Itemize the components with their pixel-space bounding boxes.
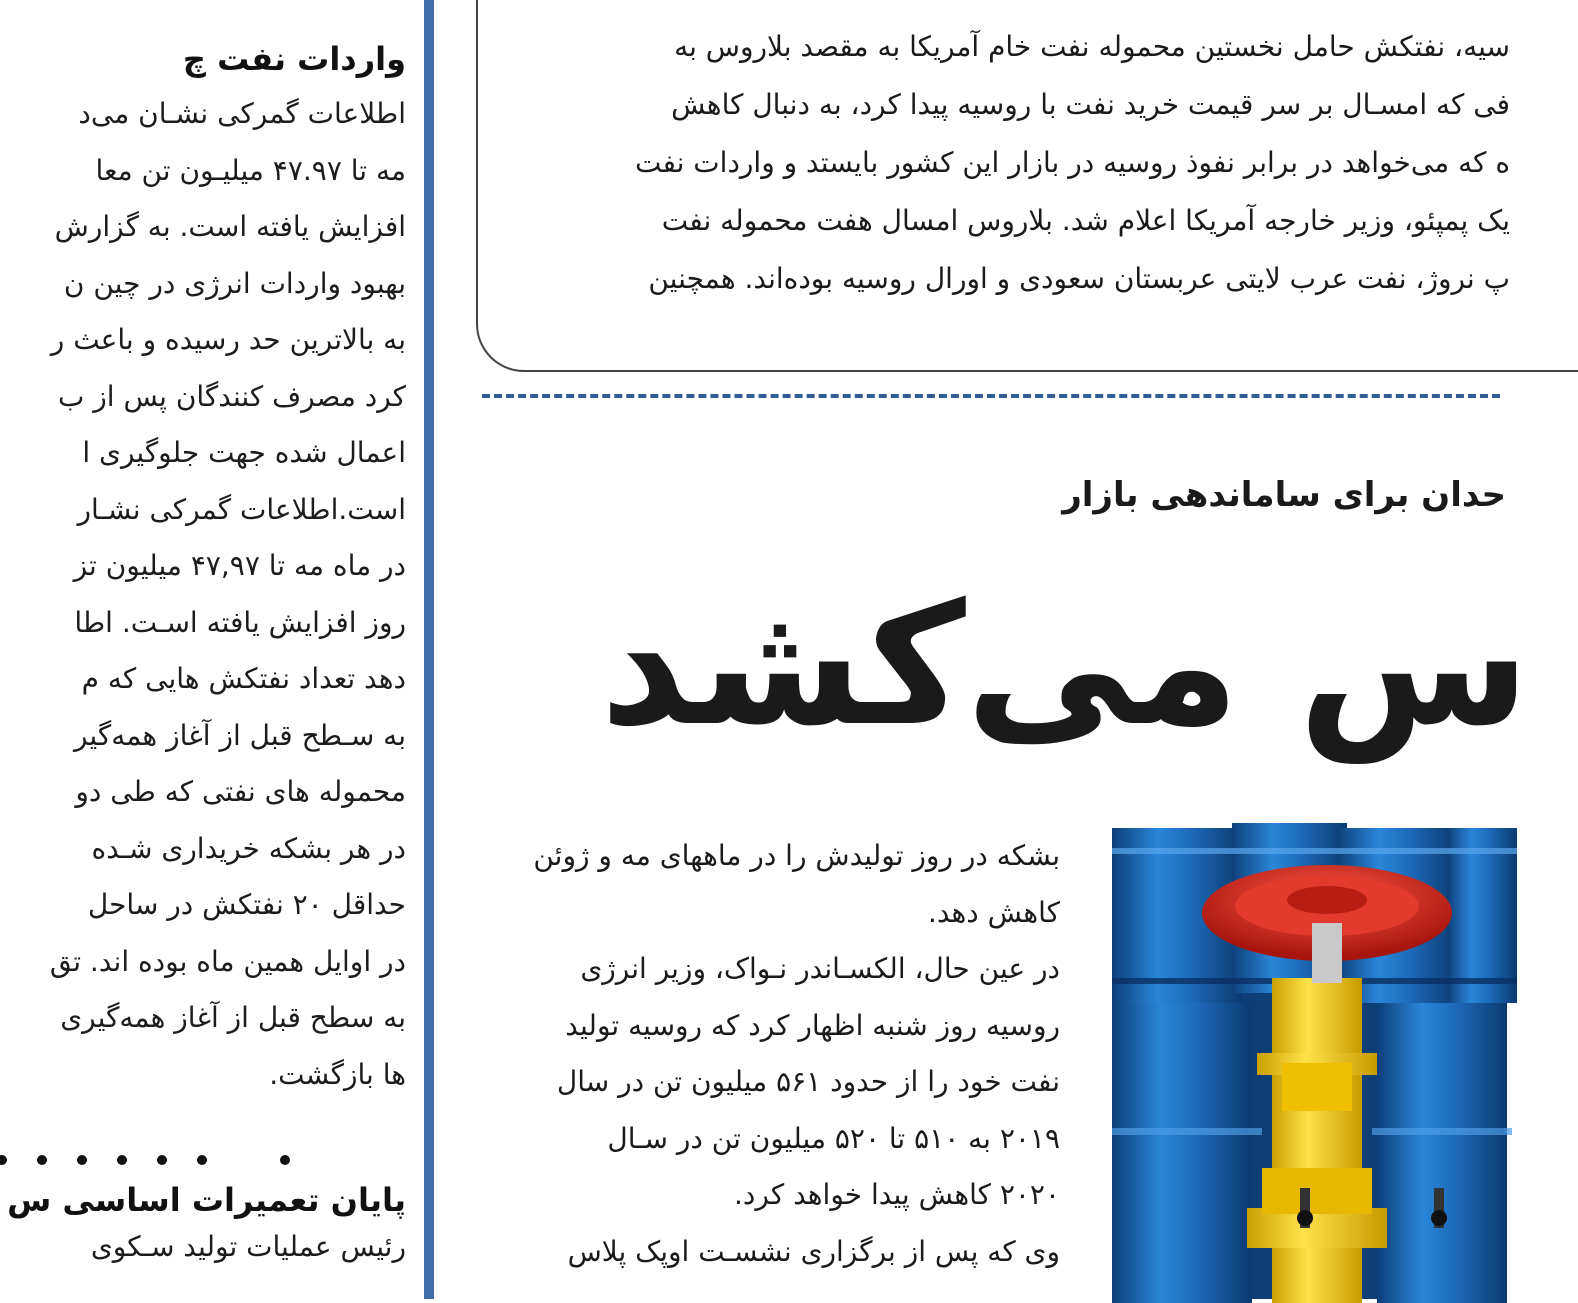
text-line: در اوایل همین ماه بوده اند. تق [49, 944, 406, 978]
text-line: روز افزایش یافته اسـت. اطا [74, 605, 406, 639]
dotted-separator [0, 1150, 300, 1170]
top-text-box [500, 0, 1510, 320]
article-line: نفت خود را از حدود ۵۶۱ میلیون تن در سال [556, 1065, 1060, 1098]
article-line: وی که پس از برگزاری نشسـت اوپک پلاس [567, 1234, 1060, 1268]
article-line: در عین حال، الکسـاندر نـواک، وزیر انرژی [580, 952, 1060, 985]
text-line: سیه، نفتکش حامل نخستین محموله نفت خام آمریکا به مقصد بلاروس به [674, 30, 1510, 63]
left-news-heading: واردات نفت چ [182, 40, 406, 78]
article-body-column [486, 828, 1060, 1299]
article-kicker-area [1060, 475, 1506, 545]
text-line: مه تا ۴۷.۹۷ میلیـون تن معا [95, 153, 406, 187]
text-line: در ماه مه تا ۴۷,۹۷ میلیون تز [73, 549, 406, 582]
text-line: است.اطلاعات گمرکی نشـار [77, 492, 406, 526]
text-line: در هر بشکه خریداری شـده [91, 831, 406, 865]
text-line: به سطح قبل از آغاز همه‌گیری [60, 1001, 406, 1034]
top-text-body [310, 18, 1510, 308]
text-line: کرد مصرف کنندگان پس از ب [57, 379, 406, 413]
text-line: به بالاترین حد رسیده و باعث ر [50, 323, 406, 356]
article-line: کاهش دهد. [927, 895, 1060, 929]
text-line: دهد تعداد نفتکش هایی که م [81, 662, 406, 695]
article-line: ۲۰۲۰ کاهش پیدا خواهد کرد. [734, 1178, 1060, 1211]
text-line: اعمال شده جهت جلوگیری ا [82, 436, 406, 469]
article-headline: س می‌کشد [600, 567, 1530, 763]
text-line: ها بازگشت. [269, 1057, 406, 1091]
article-kicker: حدان برای ساماندهی بازار [1062, 475, 1506, 515]
article-line: روسیه روز شنبه اظهار کرد که روسیه تولید [565, 1008, 1060, 1042]
dashed-separator [482, 394, 1500, 398]
text-line: افزایش یافته است. به گزارش [54, 210, 406, 243]
text-line: به سـطح قبل از آغاز همه‌گیر [73, 718, 406, 752]
text-line: پ نروژ، نفت عرب لایتی عربستان سعودی و اورال روسیه بوده‌اند. همچنین [648, 262, 1510, 295]
next-news-heading: پایان تعمیرات اساسی س [7, 1181, 406, 1219]
article-line: ۲۰۱۹ به ۵۱۰ تا ۵۲۰ میلیون تن در سـال [607, 1121, 1060, 1155]
article-body [486, 828, 1060, 1280]
text-line: محموله های نفتی که طی دو [75, 775, 406, 808]
article-headline-area [600, 560, 1530, 790]
next-news-line: رئیس عملیات تولید سـکوی [90, 1230, 406, 1263]
text-line: بهبود واردات انرژی در چین ن [63, 266, 406, 300]
article-line: بشکه در روز تولیدش را در ماههای مه و ژوئن [533, 839, 1060, 872]
text-line: فی که امسـال بر سر قیمت خرید نفت با روسیه پیدا کرد، به دنبال کاهش [671, 88, 1510, 121]
oil-barrels-valve-image [1122, 828, 1500, 1299]
text-line: حداقل ۲۰ نفتکش در ساحل [87, 888, 406, 921]
text-line: اطلاعات گمرکی نشـان می‌د [78, 97, 406, 130]
text-line: یک پمپئو، وزیر خارجه آمریکا اعلام شد. بلاروس امسال هفت محموله نفت [661, 204, 1510, 237]
text-line: ه که می‌خواهد در برابر نفوذ روسیه در بازار این کشور بایستد و واردات نفت [634, 146, 1510, 179]
photo-drawing [1122, 828, 1500, 1299]
